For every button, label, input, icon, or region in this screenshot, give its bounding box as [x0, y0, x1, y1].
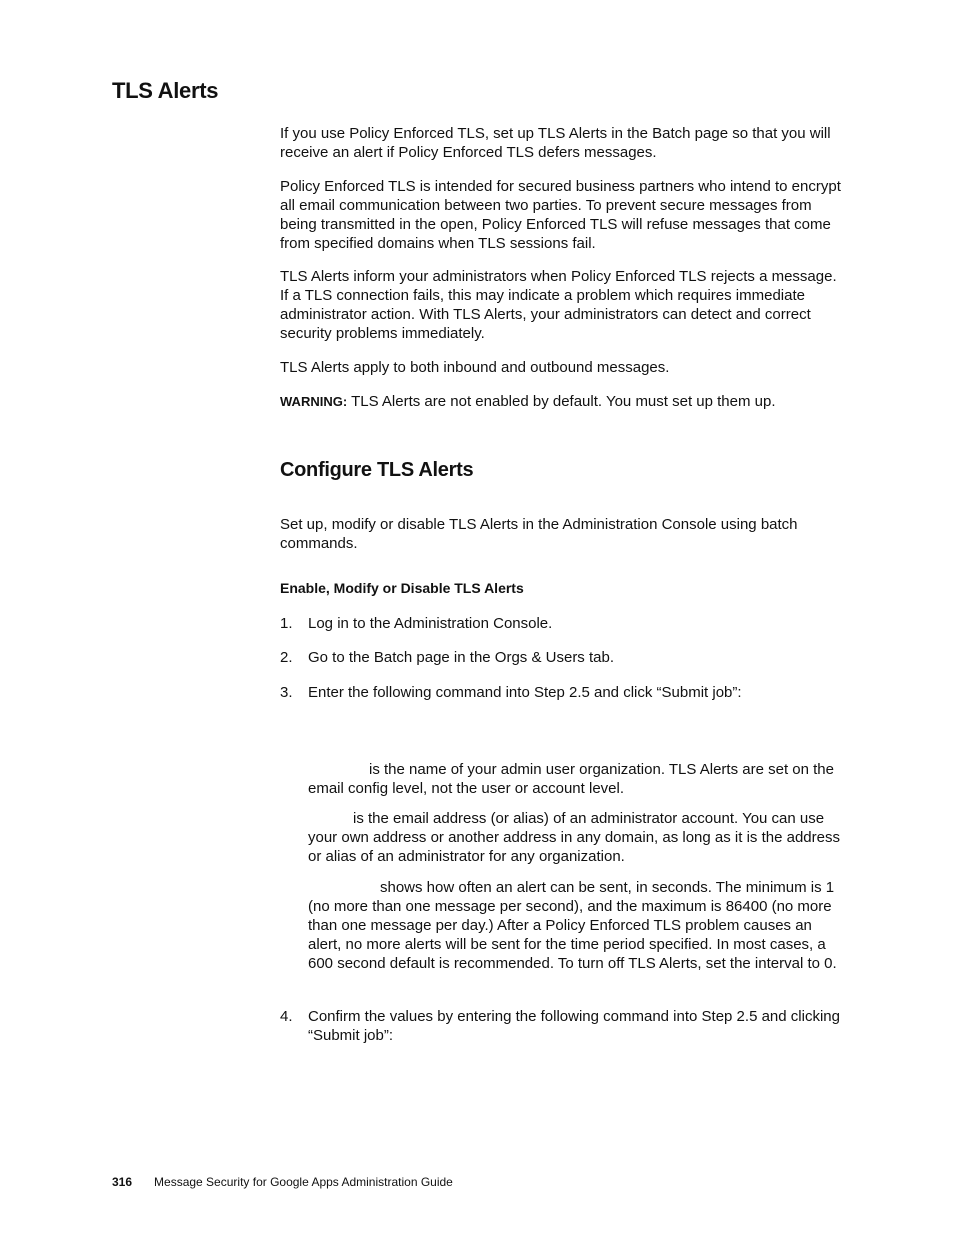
- param-interval-description: shows how often an alert can be sent, in seconds. The minimum is 1 (no more than one message per second), and the maximum is 86400 (no more than one message per day.) After a Policy Enforced TLS problem causes an alert, no more alerts will be sent for the time period specified. In most cases, a 600 second default is recommended. To turn off TLS Alerts, set the interval to 0.: [308, 879, 837, 972]
- step-number: 3.: [280, 684, 293, 701]
- procedure-heading: Enable, Modify or Disable TLS Alerts: [280, 580, 524, 596]
- policy-paragraph: Policy Enforced TLS is intended for secured business partners who intend to encrypt all email communication between two parties. To prevent secure messages from being transmitted in the open, Policy Enforced TLS will refuse messages that come from specified domains when TLS sessions fail.: [280, 178, 841, 252]
- intro-paragraph: If you use Policy Enforced TLS, set up TLS Alerts in the Batch page so that you will receive an alert if Policy Enforced TLS defers messages.: [280, 125, 831, 161]
- param-address-description: is the email address (or alias) of an administrator account. You can use your own address or another address in any domain, as long as it is the address or alias of an administrator for any organization.: [308, 810, 840, 865]
- warning-label: WARNING:: [280, 394, 348, 409]
- step-text: Confirm the values by entering the following command into Step 2.5 and clicking “Submit job”:: [308, 1008, 840, 1044]
- step-text: Log in to the Administration Console.: [308, 615, 553, 632]
- step-number: 1.: [280, 615, 293, 632]
- page-number: 316: [112, 1175, 133, 1189]
- param-org-description: is the name of your admin user organization. TLS Alerts are set on the email config level, not the user or account level.: [308, 761, 834, 797]
- page-title: TLS Alerts: [112, 78, 219, 103]
- step-text: Go to the Batch page in the Orgs & Users tab.: [308, 649, 614, 666]
- page-footer: [112, 1174, 453, 1190]
- section-intro: Set up, modify or disable TLS Alerts in the Administration Console using batch commands.: [280, 516, 798, 552]
- warning-text: TLS Alerts are not enabled by default. You must set up them up.: [347, 393, 776, 410]
- section-heading: Configure TLS Alerts: [280, 459, 474, 481]
- step-number: 4.: [280, 1008, 293, 1025]
- step-number: 2.: [280, 649, 293, 666]
- scope-paragraph: TLS Alerts apply to both inbound and outbound messages.: [280, 359, 670, 376]
- warning-note: [280, 392, 842, 411]
- alerts-paragraph: TLS Alerts inform your administrators when Policy Enforced TLS rejects a message. If a TLS connection fails, this may indicate a problem which requires immediate administrator action. With TLS Alerts, your administrators can detect and correct security problems immediately.: [280, 268, 837, 342]
- guide-title: Message Security for Google Apps Administration Guide: [154, 1175, 453, 1189]
- step-text: Enter the following command into Step 2.5 and click “Submit job”:: [308, 684, 742, 701]
